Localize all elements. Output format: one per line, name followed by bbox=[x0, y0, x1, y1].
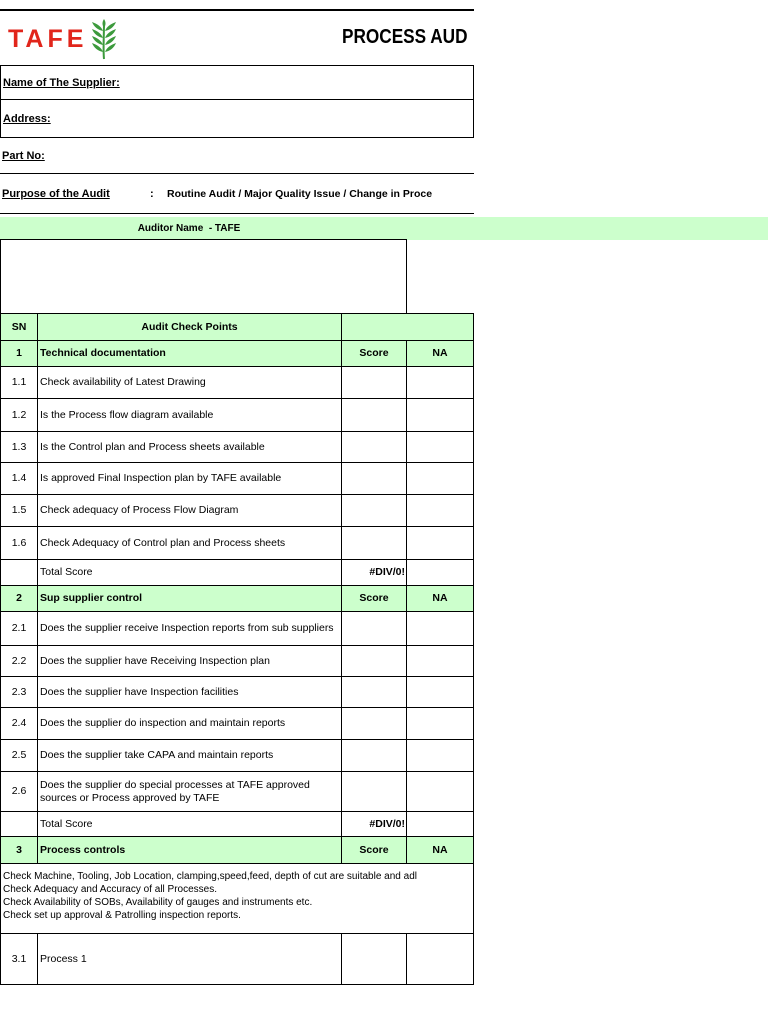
na-cell bbox=[406, 676, 474, 707]
section-number-cell bbox=[0, 585, 37, 611]
sn-cell bbox=[0, 645, 37, 676]
na-column-header bbox=[406, 836, 474, 863]
score-label: Score bbox=[359, 843, 389, 856]
na-cell bbox=[406, 494, 474, 526]
section-header-row bbox=[0, 340, 474, 366]
na-column-header bbox=[406, 340, 474, 366]
na-column-header bbox=[406, 585, 474, 611]
checkpoint-number: 2.5 bbox=[11, 749, 27, 761]
sheet-title: PROCESS AUD bbox=[342, 26, 468, 48]
auditor-name-label: Auditor Name - TAFE bbox=[137, 223, 241, 234]
checkpoint-row bbox=[0, 645, 474, 676]
check-points-header-label: Audit Check Points bbox=[141, 320, 238, 333]
checkpoint-text: Does the supplier have Receiving Inspection plan bbox=[40, 654, 270, 667]
checkpoint-text: Does the supplier have Inspection facilities bbox=[40, 685, 239, 698]
supplier-name-label: Name of The Supplier: bbox=[3, 77, 120, 89]
sn-cell bbox=[0, 366, 37, 398]
na-cell bbox=[406, 645, 474, 676]
checkpoint-row bbox=[0, 398, 474, 431]
checkpoint-text: Is the Process flow diagram available bbox=[40, 408, 214, 421]
na-cell bbox=[406, 559, 474, 585]
section-number-cell bbox=[0, 836, 37, 863]
na-label: NA bbox=[432, 347, 448, 359]
checkpoint-row bbox=[0, 676, 474, 707]
na-cell bbox=[406, 933, 474, 984]
checkpoint-number: 2.6 bbox=[11, 785, 27, 797]
score-cell bbox=[341, 771, 406, 811]
total-label-cell bbox=[37, 559, 341, 585]
na-cell bbox=[406, 811, 474, 836]
section-header-row bbox=[0, 585, 474, 611]
checkpoint-number: 2.3 bbox=[11, 685, 27, 698]
na-label: NA bbox=[432, 592, 448, 604]
sn-cell bbox=[0, 611, 37, 645]
checkpoint-cell bbox=[37, 366, 341, 398]
checkpoint-number: 2.1 bbox=[11, 622, 27, 634]
total-score-label: Total Score bbox=[40, 817, 93, 830]
na-cell bbox=[406, 707, 474, 739]
checkpoint-row bbox=[0, 494, 474, 526]
sn-cell bbox=[0, 526, 37, 559]
score-cell bbox=[341, 645, 406, 676]
checkpoint-text: Is the Control plan and Process sheets available bbox=[40, 440, 265, 453]
score-cell bbox=[341, 933, 406, 984]
na-cell bbox=[406, 739, 474, 771]
checkpoint-text: Does the supplier take CAPA and maintain reports bbox=[40, 749, 274, 761]
section-title: Process controls bbox=[40, 843, 126, 856]
checkpoint-number: 1.5 bbox=[11, 504, 27, 516]
checkpoint-row bbox=[0, 739, 474, 771]
checkpoint-number: 1.1 bbox=[11, 376, 27, 388]
na-label: NA bbox=[432, 843, 448, 856]
na-cell bbox=[406, 611, 474, 645]
sn-cell bbox=[0, 431, 37, 462]
section-number: 3 bbox=[16, 843, 22, 856]
checkpoint-number: 1.2 bbox=[11, 408, 27, 421]
sn-cell bbox=[0, 462, 37, 494]
sn-column-header bbox=[0, 313, 37, 340]
section-number: 1 bbox=[16, 347, 22, 359]
na-cell bbox=[406, 366, 474, 398]
checkpoint-text: Does the supplier do inspection and maintain reports bbox=[40, 717, 286, 729]
checkpoint-cell bbox=[37, 611, 341, 645]
total-score-cell bbox=[341, 811, 406, 836]
logo-wordmark: TAFE bbox=[8, 25, 88, 53]
section-title-cell bbox=[37, 836, 341, 863]
supplier-name-row bbox=[0, 65, 474, 100]
checkpoint-text: Is approved Final Inspection plan by TAFE available bbox=[40, 472, 282, 484]
checkpoint-text: Check Adequacy of Control plan and Process sheets bbox=[40, 536, 286, 549]
na-cell bbox=[406, 462, 474, 494]
header-top-rule bbox=[0, 9, 474, 11]
score-label: Score bbox=[359, 347, 389, 359]
assessment-column-header bbox=[341, 313, 474, 340]
score-cell bbox=[341, 431, 406, 462]
checkpoint-cell bbox=[37, 771, 341, 811]
guidance-notes bbox=[0, 863, 474, 933]
score-column-header bbox=[341, 340, 406, 366]
auditor-name-area bbox=[0, 239, 407, 314]
guidance-line: Check Machine, Tooling, Job Location, clamping,speed,feed, depth of cut are suitable and adl bbox=[3, 871, 417, 882]
checkpoint-number: 1.6 bbox=[11, 536, 27, 549]
checkpoint-cell bbox=[37, 645, 341, 676]
score-column-header bbox=[341, 585, 406, 611]
checkpoint-row bbox=[0, 933, 474, 984]
total-score-value: #DIV/0! bbox=[369, 566, 405, 578]
checkpoint-cell bbox=[37, 431, 341, 462]
sn-cell bbox=[0, 707, 37, 739]
section-title-cell bbox=[37, 340, 341, 366]
score-cell bbox=[341, 526, 406, 559]
na-cell bbox=[406, 431, 474, 462]
sn-cell bbox=[0, 739, 37, 771]
checkpoint-row bbox=[0, 462, 474, 494]
checkpoint-cell bbox=[37, 526, 341, 559]
checkpoint-text: Check availability of Latest Drawing bbox=[40, 376, 206, 388]
part-no-label: Part No: bbox=[2, 149, 45, 162]
checkpoint-cell bbox=[37, 707, 341, 739]
audit-checklist bbox=[0, 313, 474, 985]
score-cell bbox=[341, 611, 406, 645]
score-cell bbox=[341, 398, 406, 431]
score-cell bbox=[341, 494, 406, 526]
checkpoint-text: Does the supplier do special processes at TAFE approved sources or Process approved by TAFE bbox=[40, 778, 310, 804]
guidance-line: Check set up approval & Patrolling inspection reports. bbox=[3, 910, 241, 921]
na-cell bbox=[406, 526, 474, 559]
checkpoint-row bbox=[0, 707, 474, 739]
sn-cell bbox=[0, 676, 37, 707]
score-column-header bbox=[341, 836, 406, 863]
checklist-bottom-rule bbox=[0, 984, 474, 985]
checkpoint-text: Does the supplier receive Inspection reports from sub suppliers bbox=[40, 622, 334, 634]
total-score-row bbox=[0, 811, 474, 836]
sn-cell bbox=[0, 811, 37, 836]
checkpoint-cell bbox=[37, 739, 341, 771]
sn-cell bbox=[0, 933, 37, 984]
section-title-cell bbox=[37, 585, 341, 611]
total-score-label: Total Score bbox=[40, 566, 93, 578]
part-no-row bbox=[0, 138, 474, 174]
sn-cell bbox=[0, 494, 37, 526]
purpose-label: Purpose of the Audit bbox=[2, 187, 110, 200]
guidance-line: Check Availability of SOBs, Availability of gauges and instruments etc. bbox=[3, 897, 313, 908]
section-title: Sup supplier control bbox=[40, 592, 143, 604]
sn-cell bbox=[0, 771, 37, 811]
score-cell bbox=[341, 707, 406, 739]
guidance-notes-row bbox=[0, 863, 474, 933]
checkpoint-number: 2.4 bbox=[11, 717, 27, 729]
checklist-header-row bbox=[0, 313, 474, 340]
section-number: 2 bbox=[16, 592, 22, 604]
checkpoint-cell bbox=[37, 494, 341, 526]
checkpoint-cell bbox=[37, 933, 341, 984]
check-points-column-header bbox=[37, 313, 341, 340]
sn-cell bbox=[0, 559, 37, 585]
checkpoint-row bbox=[0, 431, 474, 462]
na-cell bbox=[406, 771, 474, 811]
na-cell bbox=[406, 398, 474, 431]
score-cell bbox=[341, 739, 406, 771]
checkpoint-cell bbox=[37, 676, 341, 707]
total-score-value: #DIV/0! bbox=[369, 817, 405, 830]
score-label: Score bbox=[359, 592, 389, 604]
purpose-separator: : bbox=[150, 187, 154, 200]
purpose-value: Routine Audit / Major Quality Issue / Change in Proce bbox=[167, 187, 433, 200]
checkpoint-row bbox=[0, 771, 474, 811]
purpose-row bbox=[0, 174, 474, 214]
total-score-cell bbox=[341, 559, 406, 585]
guidance-line: Check Adequacy and Accuracy of all Processes. bbox=[3, 884, 218, 895]
score-cell bbox=[341, 462, 406, 494]
sn-header-label: SN bbox=[11, 320, 27, 333]
total-score-row bbox=[0, 559, 474, 585]
checkpoint-number: 3.1 bbox=[11, 952, 27, 965]
checkpoint-cell bbox=[37, 398, 341, 431]
checkpoint-number: 1.4 bbox=[11, 472, 27, 484]
leaf-icon bbox=[90, 18, 118, 60]
score-cell bbox=[341, 676, 406, 707]
total-label-cell bbox=[37, 811, 341, 836]
auditor-name-band bbox=[0, 217, 768, 240]
sn-cell bbox=[0, 398, 37, 431]
checkpoint-text: Process 1 bbox=[40, 952, 87, 965]
checkpoint-number: 2.2 bbox=[11, 654, 27, 667]
address-row bbox=[0, 99, 474, 138]
checkpoint-text: Check adequacy of Process Flow Diagram bbox=[40, 504, 239, 516]
checkpoint-cell bbox=[37, 462, 341, 494]
checkpoint-row bbox=[0, 611, 474, 645]
address-label: Address: bbox=[3, 112, 51, 125]
checkpoint-row bbox=[0, 366, 474, 398]
score-cell bbox=[341, 366, 406, 398]
section-title: Technical documentation bbox=[40, 347, 166, 359]
section-number-cell bbox=[0, 340, 37, 366]
checkpoint-row bbox=[0, 526, 474, 559]
section-header-row bbox=[0, 836, 474, 863]
checkpoint-number: 1.3 bbox=[11, 440, 27, 453]
